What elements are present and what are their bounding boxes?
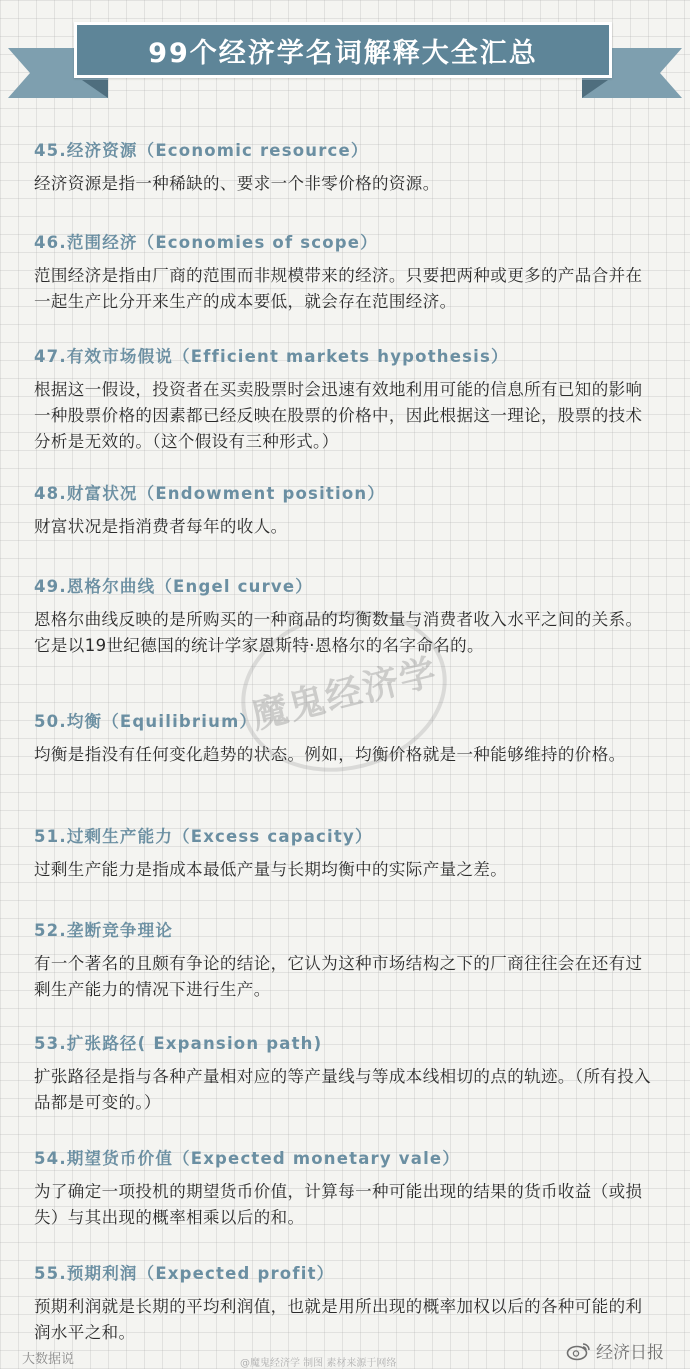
term-definition: 恩格尔曲线反映的是所购买的一种商品的均衡数量与消费者收入水平之间的关系。它是以19世纪德国的统计学家恩斯特·恩格尔的名字命名的。 <box>34 610 643 655</box>
footer-right-text: 经济日报 <box>596 1343 664 1363</box>
term-heading: 51.过剩生产能力（Excess capacity） <box>34 827 373 846</box>
footer-weibo-brand <box>566 1338 664 1363</box>
term-heading: 49.恩格尔曲线（Engel curve） <box>34 577 313 596</box>
footer-credit <box>240 1354 396 1369</box>
term-heading: 45.经济资源（Economic resource） <box>34 141 369 160</box>
term-entry-48 <box>34 483 654 540</box>
term-definition: 扩张路径是指与各种产量相对应的等产量线与等成本线相切的点的轨迹。（所有投入品都是可变的。） <box>34 1067 652 1112</box>
term-entry-45 <box>34 140 654 197</box>
term-heading: 53.扩张路径( Expansion path) <box>34 1034 323 1053</box>
term-entry-46 <box>34 232 654 315</box>
term-heading: 54.期望货币价值（Expected monetary vale） <box>34 1149 461 1168</box>
term-entry-49 <box>34 576 654 659</box>
footer-left-text: 大数据说 <box>22 1352 75 1367</box>
term-heading: 47.有效市场假说（Efficient markets hypothesis） <box>34 347 509 366</box>
term-definition: 预期利润就是长期的平均利润值，也就是用所出现的概率加权以后的各种可能的利润水平之和。 <box>34 1297 643 1342</box>
term-entry-51 <box>34 826 654 883</box>
term-entry-52 <box>34 920 654 1003</box>
term-definition: 财富状况是指消费者每年的收人。 <box>34 517 288 536</box>
term-definition: 为了确定一项投机的期望货币价值，计算每一种可能出现的结果的货币收益（或损失）与其出现的概率相乘以后的和。 <box>34 1182 643 1227</box>
term-heading: 46.范围经济（Economies of scope） <box>34 233 378 252</box>
title-banner <box>74 22 612 78</box>
term-definition: 经济资源是指一种稀缺的、要求一个非零价格的资源。 <box>34 174 440 193</box>
term-entry-50 <box>34 711 654 768</box>
footer-credit-text: @魔鬼经济学 制图 素材来源于网络 <box>240 1358 397 1369</box>
term-definition: 有一个著名的且颇有争论的结论，它认为这种市场结构之下的厂商往往会在还有过剩生产能力的情况下进行生产。 <box>34 954 643 999</box>
term-heading: 55.预期利润（Expected profit） <box>34 1264 335 1283</box>
term-entry-54 <box>34 1148 654 1231</box>
term-definition: 根据这一假设，投资者在买卖股票时会迅速有效地利用可能的信息所有已知的影响一种股票价格的因素都已经反映在股票的价格中，因此根据这一理论，股票的技术分析是无效的。（这个假设有三种形式。） <box>34 380 643 451</box>
term-definition: 过剩生产能力是指成本最低产量与长期均衡中的实际产量之差。 <box>34 860 508 879</box>
watermark-text: 魔鬼经济学 <box>247 651 442 737</box>
weibo-icon <box>566 1341 592 1361</box>
term-definition: 范围经济是指由厂商的范围而非规模带来的经济。只要把两种或更多的产品合并在一起生产比分开来生产的成本要低，就会存在范围经济。 <box>34 266 643 311</box>
term-heading: 50.均衡（Equilibrium） <box>34 712 258 731</box>
term-entry-55 <box>34 1263 654 1346</box>
term-entry-53 <box>34 1033 654 1116</box>
page-title: 99个经济学名词解释大全汇总 <box>148 37 538 69</box>
term-heading: 48.财富状况（Endowment position） <box>34 484 386 503</box>
term-entry-47 <box>34 346 654 455</box>
term-definition: 均衡是指没有任何变化趋势的状态。例如，均衡价格就是一种能够维持的价格。 <box>34 745 626 764</box>
term-heading: 52.垄断竞争理论 <box>34 921 174 940</box>
footer-source-left <box>22 1348 74 1367</box>
